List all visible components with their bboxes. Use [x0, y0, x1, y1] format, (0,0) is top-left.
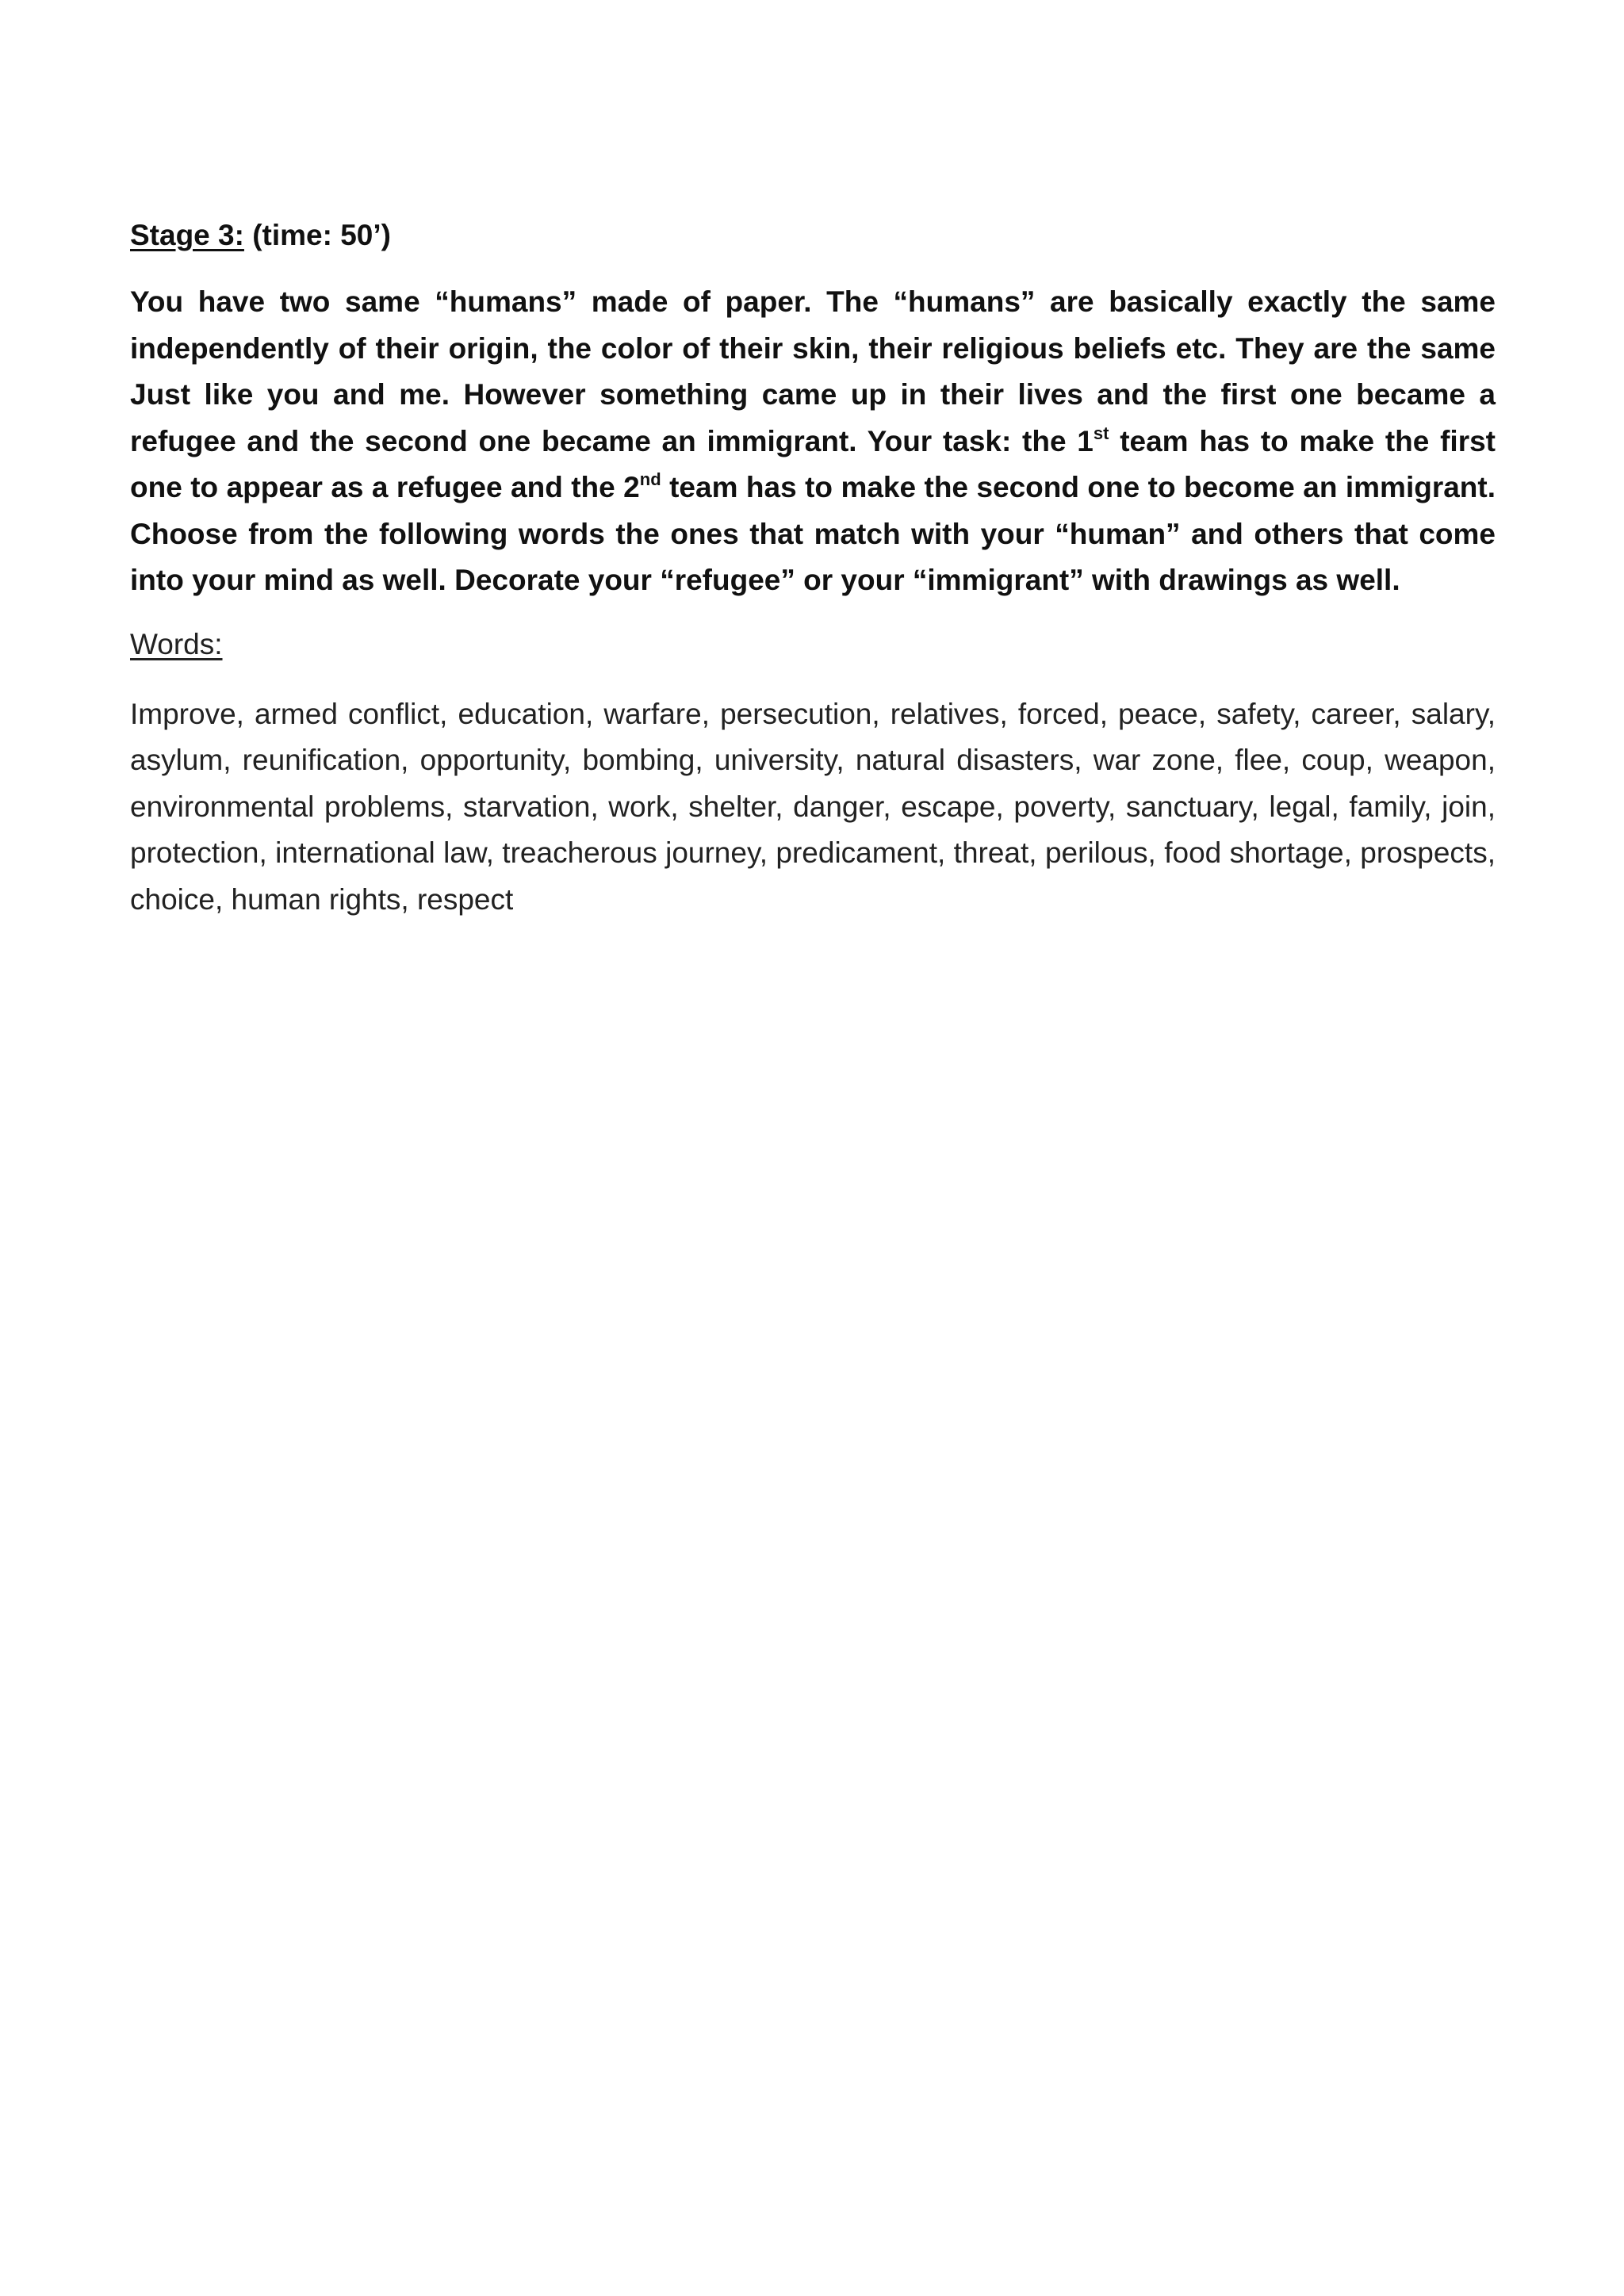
task-text-part1: You have two same “humans” made of paper. The “humans” are basically exactly the same independently of their origin, the color of their skin, their religious beliefs etc. They are the same Just like you and me. However something came up in their lives and the first one became a refugee and the second one became an immigrant. Your task: the 1: [130, 285, 1496, 457]
stage-label: Stage 3:: [130, 219, 244, 251]
document-content: [130, 212, 1496, 923]
task-text-part3: team has to make the second one to become an immigrant. Choose from the following words the ones that match with your “human” and others that come into your mind as well. Decorate your “refugee” or your “immigrant” with drawings as well.: [130, 471, 1496, 596]
task-text-part2: team has to make the first one to appear as a refugee and the 2: [130, 424, 1496, 503]
task-ordinal-second: nd: [639, 469, 661, 489]
task-paragraph: [130, 279, 1496, 604]
task-ordinal-first: st: [1093, 423, 1109, 443]
words-list: Improve, armed conflict, education, warfare, persecution, relatives, forced, peace, safety, career, salary, asylum, reunification, opportunity, bombing, university, natural disasters, war zone, flee, coup, weapon, environmental problems, starvation, work, shelter, danger, escape, poverty, sanctuary, legal, family, join, protection, international law, treacherous journey, predicament, threat, perilous, food shortage, prospects, choice, human rights, respect: [130, 697, 1496, 916]
stage-heading: [130, 212, 1496, 258]
words-label: Words:: [130, 627, 223, 660]
stage-time: (time: 50’): [252, 219, 391, 251]
